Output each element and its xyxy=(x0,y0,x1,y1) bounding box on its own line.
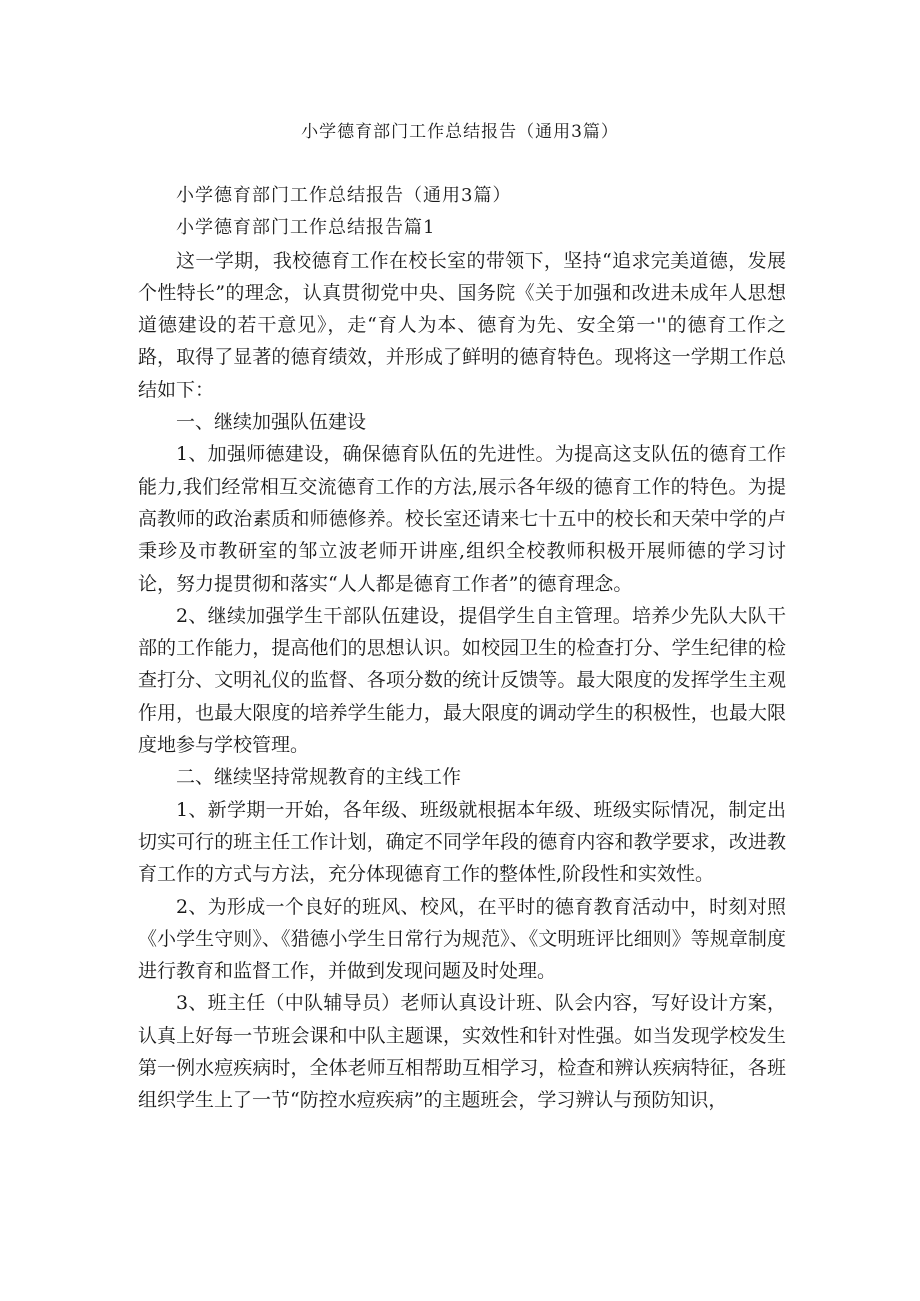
section-heading: 小学德育部门工作总结报告篇1 xyxy=(176,217,436,239)
document-body xyxy=(138,180,786,1117)
paragraph-1-2: 2、继续加强学生干部队伍建设，提倡学生自主管理。培养少先队大队干部的工作能力，提高他们的思想认识。如校园卫生的检查打分、学生纪律的检查打分、文明礼仪的监督、各项分数的统计反馈等。最大限度的发挥学生主观作用，也最大限度的培养学生能力，最大限度的调动学生的积极性，也最大限度地参与学校管理。 xyxy=(138,604,786,757)
paragraph-1-1: 1、加强师德建设，确保德育队伍的先进性。为提高这支队伍的德育工作能力,我们经常相互交流德育工作的方法,展示各年级的德育工作的特色。为提高教师的政治素质和师德修养。校长室还请来七十五中的校长和天荣中学的卢秉珍及市教研室的邹立波老师开讲座,组织全校教师积极开展师德的学习讨论，努力提贯彻和落实“人人都是德育工作者”的德育理念。 xyxy=(138,443,786,595)
document-title: 小学德育部门工作总结报告（通用3篇） xyxy=(301,122,619,142)
paragraph-2-3: 3、班主任（中队辅导员）老师认真设计班、队会内容，写好设计方案，认真上好每一节班会课和中队主题课，实效性和针对性强。如当发现学校发生第一例水痘疾病时，全体老师互相帮助互相学习，检查和辨认疾病特征，各班组织学生上了一节“防控水痘疾病”的主题班会，学习辨认与预防知识， xyxy=(138,992,786,1112)
paragraph-2-2: 2、为形成一个良好的班风、校风，在平时的德育教育活动中，时刻对照《小学生守则》、《猎德小学生日常行为规范》、《文明班评比细则》等规章制度进行教育和监督工作，并做到发现问题及时处理。 xyxy=(138,895,786,983)
paragraph-2-1: 1、新学期一开始，各年级、班级就根据本年级、班级实际情况，制定出切实可行的班主任工作计划，确定不同学年段的德育内容和教学要求，改进教育工作的方式与方法，充分体现德育工作的整体性,阶段性和实效性。 xyxy=(138,798,786,886)
heading-part-two: 二、继续坚持常规教育的主线工作 xyxy=(176,766,462,789)
paragraph-intro: 这一学期，我校德育工作在校长室的带领下，坚持“追求完美道德，发展个性特长”的理念，认真贯彻党中央、国务院《关于加强和改进未成年人思想道德建设的若干意见》，走“育人为本、德育为先、安全第一''的德育工作之路，取得了显著的德育绩效，并形成了鲜明的德育特色。现将这一学期工作总结如下： xyxy=(138,249,786,401)
heading-part-one: 一、继续加强队伍建设 xyxy=(176,411,367,434)
subtitle: 小学德育部门工作总结报告（通用3篇） xyxy=(176,185,512,206)
